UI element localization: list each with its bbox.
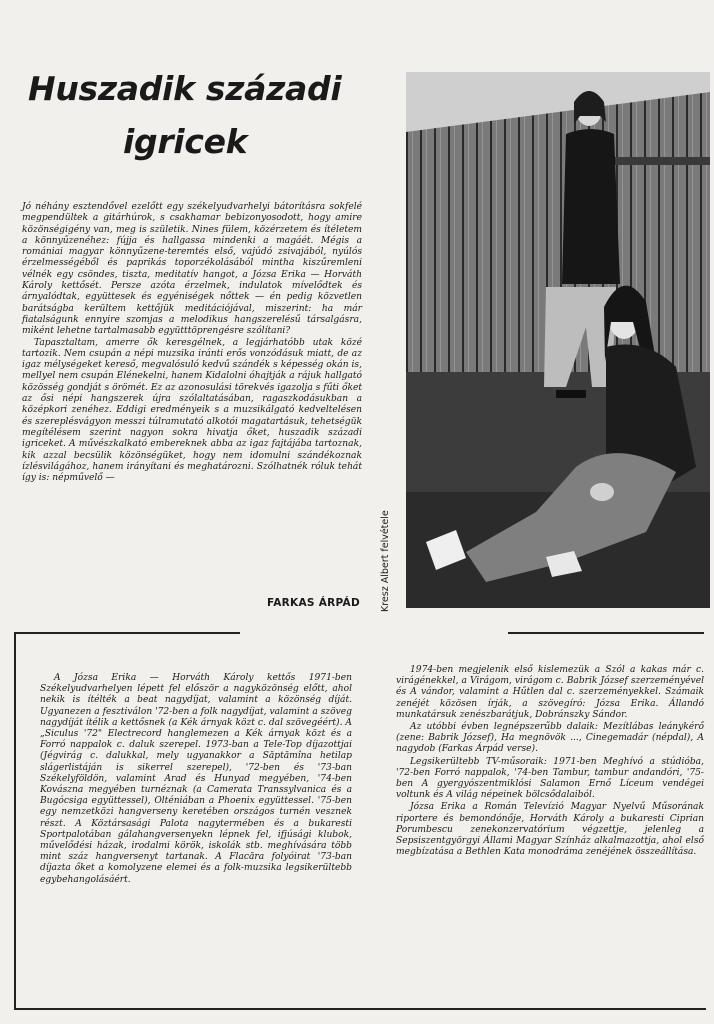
info-col1-paragraph-1: A Józsa Erika — Horváth Károly kettős 1971-ben Székelyudvarhelyen lépett fel először a nagyközönség előtt, ahol nekik is ítélték a beat nagydíjat, valamint a közönség díját. Ugyanezen a fesztiválon '72-ben a folk nagydíjat, valamint a szöveg nagydíját ítélik a kettősnek (a Kék árnyak közt c. dal szövegéért). A „Siculus '72" Electrecord hanglemezen a Kék árnyak közt és a Forró nappalok c. daluk szerepel. 1973-ban a Tele-Top díjazottjai (Jégvirág c. dalukkal, mely ugyanakkor a Săptămîna hetilap slágerlistáján is sikerrel szerepel), '72-ben és '73-ban Székelyföldön, valamint Arad és Hunyad megyében, '74-ben Kovászna megyében turnéznak (a Camerata Transsylvanica és a Bugócsiga együttessel), Olténiában a Phoenix együttessel. '75-ben egy nemzetközi hangverseny keretében országos turnén vesznek részt. A Köztársasági Palota nagytermében és a bukaresti Sportpalotában gálahangversenyekn lépnek fel, ifjúsági klubok, művelődési házak, irodalmi körök, iskolák stb. meghívására több mint száz hangversenyt tartanak. A Flacăra folyóirat '73-ban díjazta őket a komolyzene elemei és a folk-muzsika legsikerültebb egybehangolásáért. [40, 673, 352, 885]
title-line-2: igricek [123, 121, 248, 161]
info-box-column-2 [396, 665, 704, 858]
info-box-column-1 [40, 673, 352, 886]
info-col2-paragraph-2: Az utóbbi évben legnépszerűbb dalaik: Mezítlábas leánykérő (zene: Babrik József), Ha megnövök ..., Cinegemadár (népdal), A nagydob (Farkas Árpád verse). [396, 722, 704, 755]
article-title [28, 69, 388, 161]
photo-illustration [406, 72, 710, 608]
info-col2-paragraph-1: 1974-ben megjelenik első kislemezük a Szól a kakas már c. virágénekkel, a Virágom, virágom c. Babrik József szerzeményével és A vándor, valamint a Hűtlen dal c. szerzeményekkel. Számaik zenéjét közösen írják, a szövegíró: Józsa Erika. Állandó munkatársuk zenészbarátjuk, Dobránszky Sándor. [396, 665, 704, 720]
info-col2-paragraph-4: Józsa Erika a Román Televízió Magyar Nyelvű Műsorának riportere és bemondónője, Horváth Károly a bukaresti Ciprian Porumbescu zenekonzervatórium végzettje, jelenleg a Sepsiszentgyörgyi Állami Magyar Színház alkalmazottja, ahol első megbízatása a Bethlen Kata monodráma zenéjének összeállítása. [396, 802, 704, 858]
photo-credit-text: Kresz Albert felvétele [380, 510, 391, 612]
intro-text [22, 202, 362, 484]
intro-paragraph-2: Tapasztaltam, amerre ők keresgélnek, a legjárhatóbb utak közé tartozik. Nem csupán a népi muzsika iránti erős vonzódásuk miatt, de az igaz mélységeket kereső, megvalósuló kedvű szándék s képesség okán is, mellyel nem csupán Elénekelni, hanem Kidalolni óhajtják a rájuk hallgató közösség gondját s örömét. Ez az azonosulási törekvés igazolja s fűti őket az ősi népi hangszerek újra szólaltatásában, ragaszkodásukban a középkori zenéhez. Eddigi eredményeik s a muzsikálgató kedveltelésen és szereplésvágyon messzi túlramutató alkotói magatartásuk, tehetségük megítélésem szerint nagyon sokra hivatja őket, huszadik századi igriceket. A művészkalkató embereknek abba az igaz fajtájába tartoznak, kik azzal becsülik közönségüket, hogy nem idomulni szándékoznak ízlésvilágához, hanem irányítani és meghatározni. Szólhatnék róluk tehát így is: népművelő — [22, 337, 362, 484]
intro-paragraph-1: Jó néhány esztendővel ezelőtt egy székelyudvarhelyi bátorításra sokfelé megpendültek a gitárhúrok, s csakhamar bebizonyosodott, hogy amire közönségigény van, meg is születik. Nines fülem, közérzetem és ítéletem a könnyűzenéhez: fújja és hallgassa mindenki a magáét. Mégis a romániai magyar könnyűzene-teremtés első, vajúdó zsivajából, nyúlós érzelmességéből és paprikás toporzékolásából mintha kiszűremleni vélnék egy csöndes, tiszta, meditatív hangot, a Józsa Erika — Horváth Károly kettősét. Persze azóta érzelmek, indulatok mívelődtek és árnyalódtak, együttesek és egyéniségek nőttek — én pedig közvetlen barátságba kerültem kettőjük meditációjával, miszerint: ha már fiatalságunk ennyire szomjas a melodikus hangszerelésű társalgásra, miként lehetne tartalmasabb együtttöprengésre szólítani? [22, 202, 362, 337]
info-box-top-rule-right [508, 632, 704, 634]
author-name: FARKAS ÁRPÁD [266, 597, 360, 609]
title-line-1: Huszadik századi [28, 69, 342, 108]
info-box-top-rule-left [14, 632, 240, 634]
info-col2-paragraph-3: Legsikerültebb TV-műsoraik: 1971-ben Meghívó a stúdióba, '72-ben Forró nappalok, '74-ben Tambur, tambur andandóri, '75-ben A gyergyószentmiklósi Salamon Ernő Líceum vendégei voltunk és A világ népeinek bölcsődalaiból. [396, 756, 704, 801]
duo-photograph [406, 72, 710, 608]
